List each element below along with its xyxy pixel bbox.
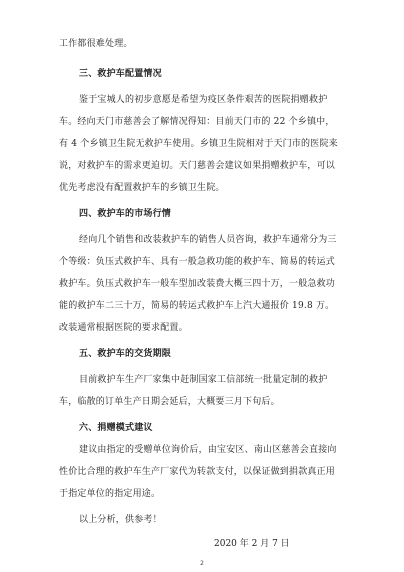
section-heading: 三、救护车配置情况: [79, 69, 162, 79]
section-heading: 六、捐赠模式建议: [79, 423, 153, 433]
paragraph-line: 目前救护车生产厂家集中赶制国家工信部统一批量定制的救护: [79, 375, 328, 385]
document-date: 2020 年 2 月 7 日: [214, 539, 290, 549]
paragraph-line: 车，临散的订单生产日期会延后，大概要三月下旬后。: [59, 397, 280, 407]
paragraph-line: 经向几个销售和改装救护车的销售人员咨询，救护车通常分为三: [79, 235, 337, 245]
paragraph-line: 说，对救护车的需求更迫切。天门慈善会建议如果捐赠救护车，可以: [59, 161, 336, 171]
paragraph-line: 性价比合理的救护车生产厂家代为转款支付，以保证做到捐款真正用: [59, 467, 336, 477]
paragraph-line: 能的救护车二三十万，简易的转运式救护车上汽大通报价 19.8 万。: [59, 301, 335, 311]
page-number: 2: [200, 560, 204, 567]
paragraph-line: 于指定单位的指定用途。: [59, 489, 161, 499]
paragraph-line: 车。经向天门市慈善会了解情况得知：目前天门市的 22 个乡镇中，: [59, 117, 335, 127]
section-heading: 四、救护车的市场行情: [79, 209, 172, 219]
paragraph-line: 工作都很难处理。: [59, 39, 133, 49]
paragraph-line: 有 4 个乡镇卫生院无救护车使用。乡镇卫生院相对于天门市的医院来: [59, 139, 338, 149]
paragraph-line: 优先考虑没有配置救护车的乡镇卫生院。: [59, 183, 225, 193]
paragraph-line: 救护车。负压式救护车一般车型加改装费大概三四十万，一般急救功: [59, 279, 336, 289]
paragraph-line: 建议由指定的受赠单位询价后，由宝安区、南山区慈善会直接向: [79, 445, 337, 455]
paragraph-line: 个等级：负压式救护车、具有一般急救功能的救护车、简易的转运式: [59, 257, 336, 267]
paragraph-line: 以上分析，供参考！: [79, 515, 162, 525]
paragraph-line: 鉴于宝城人的初步意愿是希望为疫区条件艰苦的医院捐赠救护: [79, 95, 328, 105]
paragraph-line: 改装通常根据医院的要求配置。: [59, 323, 188, 333]
section-heading: 五、救护车的交货期限: [79, 349, 172, 359]
